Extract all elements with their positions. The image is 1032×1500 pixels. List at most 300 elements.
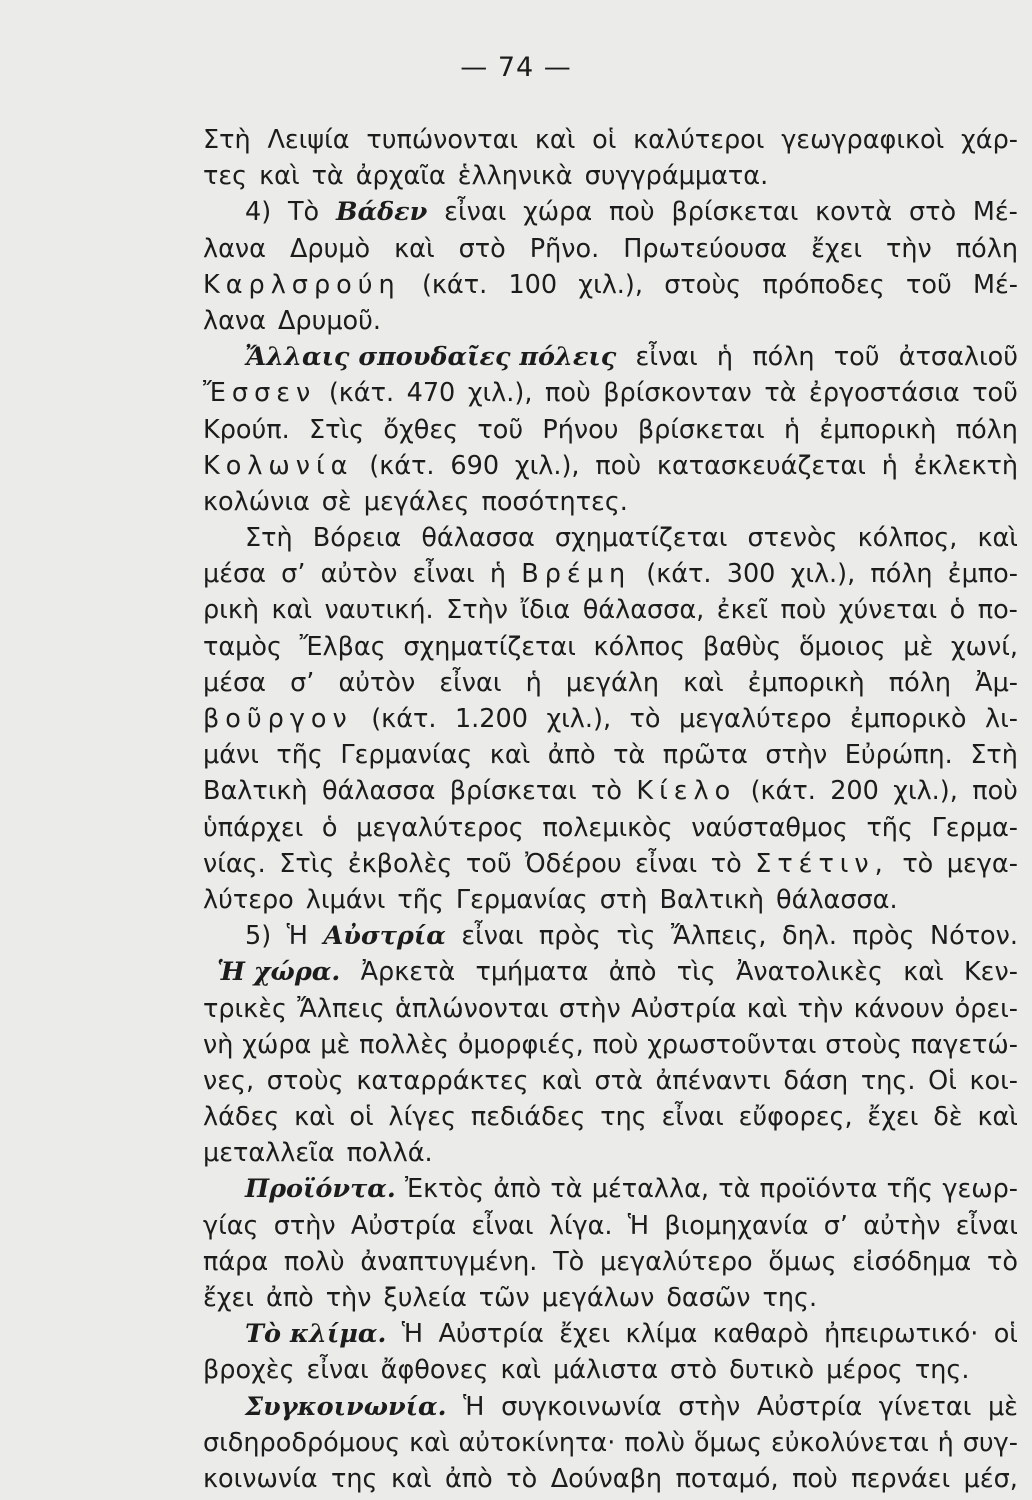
word: Βάδεν	[335, 197, 428, 228]
word: τοῦ	[465, 848, 512, 879]
word: Κίελο	[636, 776, 737, 807]
word: τὶς	[676, 957, 716, 988]
word: καὶ	[259, 161, 300, 192]
word: σ’	[290, 667, 315, 698]
text-line	[203, 122, 1018, 158]
word: Ἡ χώρα.	[217, 957, 341, 988]
word: Ἀρκετὰ	[360, 957, 456, 988]
word: τὶς	[616, 921, 656, 952]
word: Δρυμοῦ.	[277, 305, 382, 336]
word: Γερμανίας	[455, 884, 588, 915]
word: Ἄλπεις,	[670, 921, 767, 952]
word: ἔχει	[811, 233, 863, 264]
word: Στὴ	[203, 125, 251, 155]
word: ἡ	[881, 450, 898, 481]
word: Στὶς	[279, 848, 335, 879]
word: μέσα	[203, 559, 266, 590]
word: στὸ	[670, 1355, 718, 1386]
word: Αὐστρία	[631, 993, 737, 1024]
text-line	[203, 1316, 1018, 1352]
word: εὐκολύνεται	[770, 1427, 929, 1458]
text-line	[203, 882, 1018, 918]
word: στοὺς	[664, 269, 742, 300]
text-line	[203, 773, 1018, 809]
word: (κάτ.	[328, 378, 395, 409]
text-line	[203, 158, 1018, 194]
word: πόλη	[955, 414, 1018, 445]
word: της	[600, 1102, 647, 1133]
word: καὶ	[977, 523, 1018, 554]
text-line	[203, 520, 1018, 556]
word: ἀπὸ	[445, 1463, 493, 1494]
word: 5)	[245, 921, 272, 952]
word: καλύτεροι	[633, 125, 765, 155]
word: ναύσταθμος	[691, 812, 848, 843]
word: λανα	[203, 233, 266, 264]
word: ὑπάρχει	[203, 812, 304, 843]
word: μὲ	[987, 1391, 1018, 1422]
word: πρὸς	[852, 921, 915, 952]
word: εἶναι	[955, 1210, 1018, 1241]
word: σχηματίζεται	[403, 631, 576, 662]
word: λύτερο	[203, 884, 294, 915]
word: γίνεται	[878, 1391, 972, 1422]
word: μέταλλα,	[591, 1174, 709, 1205]
word: δηλ.	[781, 921, 837, 952]
word: ἀτσαλιοῦ	[898, 342, 1018, 373]
word: Αὐστρία	[323, 921, 446, 952]
word: προϊόντα	[759, 1174, 878, 1205]
word: ἐμπορικὴ	[747, 667, 865, 698]
text-line	[203, 1280, 1018, 1316]
word: ποὺ	[792, 1463, 838, 1494]
word: μὲ	[320, 1029, 351, 1060]
word: (κάτ.	[750, 776, 816, 807]
word: τὴν	[325, 1283, 372, 1313]
word: ἀρχαῖα	[355, 161, 446, 192]
word: ἀναπτυγμένη.	[360, 1246, 538, 1277]
word: λίγα.	[548, 1210, 613, 1241]
word: κοντὰ	[815, 197, 893, 228]
word: Συγκοινωνία.	[245, 1391, 447, 1422]
word: εἶναι	[306, 1355, 369, 1386]
word: καὶ	[541, 1065, 582, 1096]
word: ἐμπο-	[947, 559, 1018, 590]
word: Βαλτικὴ	[659, 884, 765, 915]
word: ἑλληνικὰ	[457, 161, 573, 192]
text-line	[203, 737, 1018, 773]
word: τὰ	[764, 378, 797, 409]
word: Κεν-	[963, 957, 1018, 988]
word: τὸ	[629, 704, 661, 734]
word: λάδες	[203, 1102, 280, 1133]
word: Ἔσσεν	[203, 378, 317, 409]
word: εἶναι	[461, 921, 524, 952]
word: εἰσόδημα	[852, 1246, 972, 1277]
word: τῶν	[478, 1283, 530, 1313]
word: καὶ	[903, 957, 944, 988]
word: Προϊόντα.	[245, 1174, 396, 1205]
word: τῆς	[866, 812, 913, 843]
word: στὴ	[599, 884, 648, 915]
word: τὰ	[550, 1174, 583, 1205]
word: πολὺ	[624, 1427, 686, 1458]
word: λιμάνι	[305, 884, 386, 915]
word: ταμὸς	[203, 631, 282, 662]
word: ἡ	[525, 667, 542, 698]
word: Ὀδέρου	[525, 848, 622, 879]
word: (κάτ.	[421, 269, 488, 300]
word: καὶ	[271, 595, 312, 626]
word: ναυτική.	[324, 595, 434, 626]
word: Στὴ	[245, 523, 293, 554]
word: ἐμπορικὸ	[850, 704, 967, 734]
word: Στὶς	[309, 414, 365, 445]
word: σιδηροδρόμους	[203, 1427, 401, 1458]
word: εἶναι	[635, 848, 698, 879]
word: τες	[203, 161, 248, 192]
word: στοὺς	[825, 1029, 903, 1060]
word: πρὸς	[538, 921, 602, 952]
word: 470	[406, 378, 456, 409]
text-line	[203, 231, 1018, 267]
word: οἱ	[349, 1102, 374, 1133]
word: κοινωνία	[203, 1463, 318, 1494]
word: τοῦ	[477, 414, 524, 445]
word: ὀμορφιές,	[457, 1029, 584, 1060]
text-line	[203, 1135, 1018, 1171]
word: Τὸ κλίμα.	[245, 1319, 387, 1350]
word: βρίσκεται	[637, 414, 765, 445]
word: τὸ	[591, 776, 622, 807]
page-number: — 74 —	[460, 52, 572, 83]
word: Ἔλβας	[299, 631, 386, 662]
word: Ἡ	[286, 921, 308, 952]
word: Αὐστρία	[756, 1391, 863, 1422]
word: ἔχει	[867, 1102, 919, 1133]
text-line	[203, 412, 1018, 448]
word: πολὺ	[283, 1246, 345, 1277]
word: Δούναβη	[550, 1463, 663, 1494]
word: τὴν	[797, 993, 844, 1024]
word: ὁ	[949, 595, 966, 626]
word: ρικὴ	[203, 595, 260, 626]
text-line	[203, 1425, 1018, 1461]
word: τὰ	[718, 1174, 751, 1205]
word: Ἄλπεις	[297, 993, 385, 1024]
word: καὶ	[746, 993, 788, 1024]
word: τὰ	[613, 740, 646, 771]
word: πάρα	[203, 1246, 269, 1277]
word: καὶ	[534, 125, 576, 155]
word: τοῦ	[833, 342, 880, 373]
word: Γερμανίας	[340, 740, 473, 771]
text-line	[203, 303, 1018, 339]
word: κάνουν	[853, 993, 945, 1024]
word: τὸ	[902, 848, 934, 879]
text-line	[203, 846, 1018, 882]
text-line	[203, 1389, 1018, 1425]
word: μεγάλη	[565, 667, 660, 698]
word: σχηματίζεται	[554, 523, 728, 554]
word: στὸ	[458, 233, 506, 264]
word: ἀπέναντι	[655, 1065, 771, 1096]
word: καθαρὸ	[712, 1319, 809, 1350]
word: της.	[860, 1065, 916, 1096]
word: συγκοινωνία	[501, 1391, 662, 1422]
word: μὲ	[903, 631, 934, 662]
word: βρίσκεται	[449, 776, 577, 807]
word: Βρέμη	[521, 559, 632, 590]
word: τοῦ	[972, 378, 1018, 409]
word: δασῶν	[666, 1283, 751, 1313]
word: 4)	[245, 197, 272, 228]
word: ἡ	[716, 342, 734, 373]
word: ἀπὸ	[493, 1174, 542, 1205]
word: ἐμπορικὴ	[819, 414, 937, 445]
word: ἡ	[937, 1427, 954, 1458]
word: ἡ	[489, 559, 507, 590]
word: Τὸ	[287, 197, 320, 228]
word: ἀπὸ	[608, 957, 657, 988]
word: ἐκβολὲς	[347, 848, 453, 879]
word: οἱ	[993, 1319, 1018, 1350]
word: Βόρεια	[312, 523, 402, 554]
text-line	[203, 1027, 1018, 1063]
word: καὶ	[977, 1102, 1018, 1133]
word: συγ-	[962, 1427, 1018, 1458]
word: καὶ	[394, 233, 435, 264]
word: τὸ	[986, 1246, 1018, 1277]
word: χώρα	[242, 1029, 312, 1060]
word: πόλη	[752, 342, 815, 373]
word: αὐτοκίνητα·	[458, 1427, 616, 1458]
word: παγετώ-	[910, 1029, 1018, 1060]
word: ἔχει	[203, 1283, 254, 1313]
word: ὁ	[321, 812, 338, 843]
text-line	[203, 1461, 1018, 1497]
word: τὸ	[710, 848, 742, 879]
word: Μέ-	[972, 197, 1018, 228]
word: ποὺ	[780, 595, 827, 626]
word: 300	[726, 559, 776, 590]
word: χιλ.),	[790, 559, 856, 590]
word: στὸ	[908, 197, 957, 228]
word: πολεμικὸς	[542, 812, 673, 843]
word: νὴ	[203, 1029, 234, 1060]
word: βρίσκεται	[671, 197, 799, 228]
word: κλίμα	[625, 1319, 698, 1350]
word: τὴν	[886, 233, 932, 264]
word: πο-	[977, 595, 1018, 626]
word: νες,	[203, 1065, 255, 1096]
word: χιλ.),	[578, 269, 643, 300]
word: ἴδια	[520, 595, 571, 626]
word: καὶ	[294, 1102, 335, 1133]
word: στενὸς	[747, 523, 838, 554]
word: Κρούπ.	[203, 414, 290, 445]
word: της.	[762, 1283, 818, 1313]
word: χρωστοῦνται	[647, 1029, 817, 1060]
word: ἀπὸ	[265, 1283, 314, 1313]
word: κολώνια	[203, 486, 310, 517]
word: χιλ.),	[514, 450, 580, 481]
word: ἐκλεκτὴ	[913, 450, 1018, 481]
word: Δρυμὸ	[289, 233, 371, 264]
word: Νότον.	[930, 921, 1018, 952]
word: μέσ,	[963, 1463, 1018, 1494]
word: χιλ.),	[893, 776, 958, 807]
word: καὶ	[489, 740, 531, 771]
word: δὲ	[933, 1102, 963, 1133]
word: 200	[830, 776, 879, 807]
word: καὶ	[500, 1355, 541, 1386]
word: (κάτ.	[369, 450, 435, 481]
word: πρῶτα	[662, 740, 748, 771]
word: μάλιστα	[552, 1355, 659, 1386]
word: πεδιάδες	[470, 1102, 586, 1133]
word: Λειψία	[267, 125, 350, 155]
word: κόλπος,	[857, 523, 958, 554]
word: (κάτ.	[646, 559, 712, 590]
word: μεγάλες	[363, 486, 470, 517]
text-line	[203, 592, 1018, 628]
text-line	[203, 918, 1018, 954]
word: Στέτιν,	[755, 848, 889, 879]
word: βρίσκονταν	[603, 378, 752, 409]
text-line	[203, 665, 1018, 701]
word: ὄχθες	[383, 414, 459, 445]
word: τοῦ	[906, 269, 952, 300]
word: Αὐστρία	[350, 1210, 457, 1241]
word: ὅμως	[693, 1427, 763, 1458]
word: αὐτὸν	[338, 667, 416, 698]
word: Τὸ	[553, 1246, 585, 1277]
text-line	[203, 375, 1018, 411]
word: Ἀνατολικὲς	[735, 957, 883, 988]
text-line	[203, 701, 1018, 737]
word: πολλὲς	[359, 1029, 449, 1060]
word: ἐκεῖ	[716, 595, 769, 626]
word: εἶναι	[439, 667, 502, 698]
word: χωνί,	[950, 631, 1018, 662]
word: στὴν	[558, 993, 621, 1024]
word: εἶναι	[661, 1102, 724, 1133]
word: στὴν	[765, 740, 828, 771]
word: θάλασσα.	[776, 884, 898, 915]
word: Ἄλλαις σπουδαῖες πόλεις	[245, 342, 617, 373]
word: θάλασσα,	[582, 595, 705, 626]
word: της.	[914, 1355, 970, 1386]
word: Ἡ	[463, 1391, 485, 1422]
word: στοὺς	[266, 1065, 344, 1096]
word: ἁπλώνονται	[395, 993, 549, 1024]
word: ἔχει	[559, 1319, 611, 1350]
word: καὶ	[391, 1463, 432, 1494]
body-text	[203, 122, 1018, 1497]
word: θάλασσα	[321, 776, 436, 807]
word: Στὴ	[970, 740, 1018, 771]
word: Πρωτεύουσα	[623, 233, 788, 264]
word: ποταμό,	[675, 1463, 779, 1494]
word: ἠπειρωτικό·	[824, 1319, 979, 1350]
word: λι-	[984, 704, 1018, 734]
word: λίγες	[388, 1102, 457, 1133]
word: στὰ	[594, 1065, 643, 1096]
word: ποὺ	[595, 450, 642, 481]
word: Ἡ	[401, 1319, 424, 1350]
text-line	[203, 194, 1018, 230]
word: Γερμα-	[931, 812, 1018, 843]
word: πόλη	[870, 559, 933, 590]
text-line	[203, 448, 1018, 484]
word: μέρος	[826, 1355, 903, 1386]
text-line	[203, 339, 1018, 375]
word: 690	[450, 450, 500, 481]
word: Καρλσρούη	[203, 269, 401, 300]
text-line	[203, 484, 1018, 520]
word: συγγράμματα.	[584, 161, 769, 192]
word: αὐτὴν	[863, 1210, 941, 1241]
word: σὲ	[321, 486, 352, 517]
word: εὔφορες,	[738, 1102, 853, 1133]
text-line	[203, 1099, 1018, 1135]
word: μεταλλεῖα	[203, 1138, 335, 1169]
word: βαθὺς	[702, 631, 782, 662]
word: καὶ	[683, 667, 724, 698]
word: οἱ	[592, 125, 617, 155]
word: ὅμως	[768, 1246, 837, 1277]
word: τὸ	[506, 1463, 538, 1494]
word: τρικὲς	[203, 993, 287, 1024]
word: ποὺ	[608, 197, 655, 228]
word: τὰ	[311, 161, 344, 192]
word: χύνεται	[838, 595, 938, 626]
word: ἐργοστάσια	[809, 378, 960, 409]
text-line	[203, 1171, 1018, 1207]
word: κατασκευάζεται	[656, 450, 866, 481]
word: σ’	[823, 1210, 848, 1241]
word: χιλ.),	[467, 378, 533, 409]
word: δυτικὸ	[729, 1355, 815, 1386]
word: βιομηχανία	[664, 1210, 809, 1241]
word: Ἡ	[627, 1210, 650, 1241]
text-line	[203, 1352, 1018, 1388]
word: εἶναι	[444, 197, 507, 228]
word: χάρ-	[961, 125, 1018, 155]
text-line	[203, 810, 1018, 846]
word: πόλη	[888, 667, 952, 698]
word: μεγαλύτερο	[599, 1246, 753, 1277]
word: στὴν	[678, 1391, 741, 1422]
word: Εὐρώπη.	[844, 740, 953, 771]
word: τῆς	[397, 884, 444, 915]
word: Οἱ	[928, 1065, 957, 1096]
word: εἶναι	[412, 559, 475, 590]
word: ὀρει-	[954, 993, 1018, 1024]
word: ἀπὸ	[547, 740, 596, 771]
text-line	[203, 1244, 1018, 1280]
word: ὅμοιος	[798, 631, 886, 662]
word: μεγαλύτερος	[356, 812, 524, 843]
word: μάνι	[203, 740, 259, 771]
word: θάλασσα	[421, 523, 535, 554]
word: βοῦργον	[203, 704, 353, 734]
word: τῆς	[886, 1174, 934, 1205]
text-line	[203, 556, 1018, 592]
word: βροχὲς	[203, 1355, 295, 1386]
word: τμήματα	[475, 957, 589, 988]
